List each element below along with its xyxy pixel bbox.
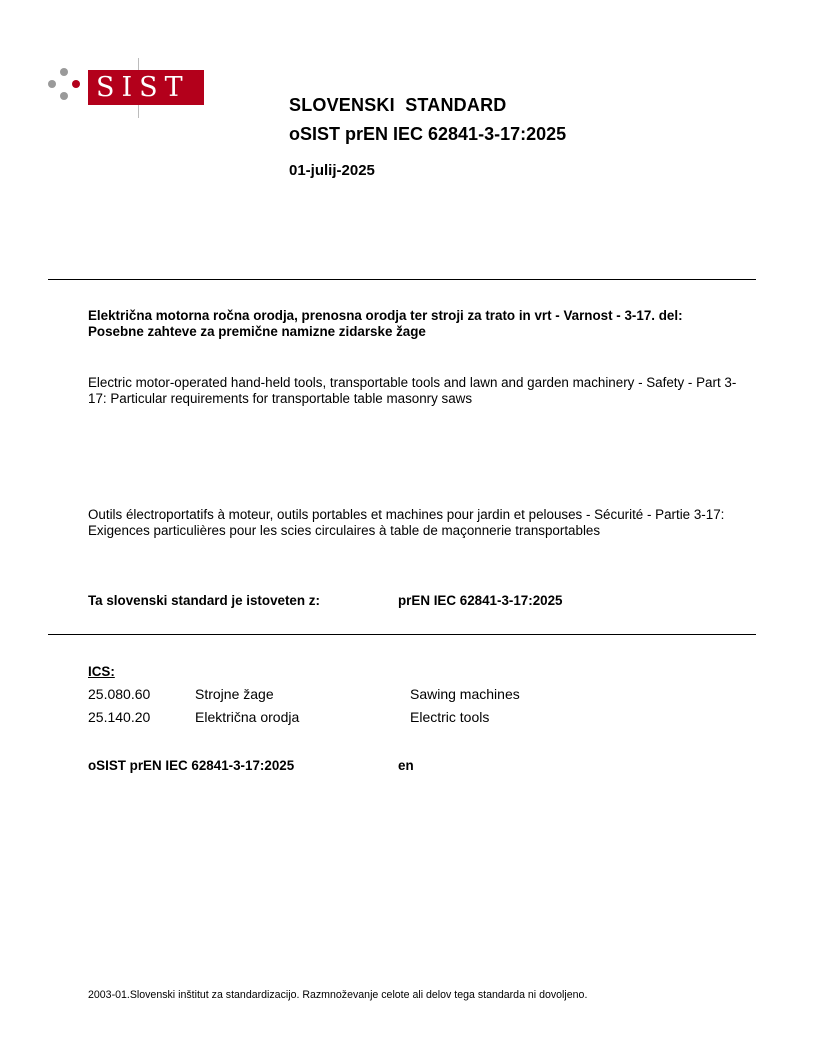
ics-slovenian: Strojne žage	[195, 686, 274, 702]
ics-slovenian: Električna orodja	[195, 709, 300, 725]
divider-top	[48, 279, 756, 280]
standard-label: SLOVENSKI STANDARD	[289, 95, 507, 115]
logo-wordmark: SIST	[88, 70, 204, 105]
document-code: oSIST prEN IEC 62841-3-17:2025	[88, 758, 295, 773]
sist-logo	[46, 60, 206, 120]
logo-dot	[60, 68, 68, 76]
identical-value: prEN IEC 62841-3-17:2025	[398, 593, 563, 608]
title-english: Electric motor-operated hand-held tools, transportable tools and lawn and garden machinery - Safety - Part 3-17: Particular requirements for transportable table masonry saws	[88, 375, 737, 406]
ics-english: Sawing machines	[410, 686, 520, 702]
logo-dot	[60, 92, 68, 100]
title-slovenian: Električna motorna ročna orodja, prenosna orodja ter stroji za trato in vrt - Varnost - 3-17. del: Posebne zahteve za premične namizne zidarske žage	[88, 308, 683, 339]
identical-label: Ta slovenski standard je istoveten z:	[88, 593, 320, 608]
divider-bottom	[48, 634, 756, 635]
ics-row	[88, 686, 708, 708]
logo-dot	[72, 80, 80, 88]
copyright-footer: 2003-01.Slovenski inštitut za standardizacijo. Razmnoževanje celote ali delov tega standarda ni dovoljeno.	[88, 989, 588, 1001]
ics-heading: ICS:	[88, 664, 115, 679]
ics-code: 25.140.20	[88, 709, 151, 725]
logo-dot	[48, 80, 56, 88]
ics-row	[88, 709, 708, 731]
document-language: en	[398, 758, 414, 773]
title-french: Outils électroportatifs à moteur, outils portables et machines pour jardin et pelouses - Sécurité - Partie 3-17: Exigences particulières pour les scies circulaires à table de maçonnerie transportables	[88, 507, 725, 538]
standard-date: 01-julij-2025	[289, 162, 375, 179]
ics-english: Electric tools	[410, 709, 490, 725]
standard-code: oSIST prEN IEC 62841-3-17:2025	[289, 124, 567, 144]
ics-code: 25.080.60	[88, 686, 151, 702]
